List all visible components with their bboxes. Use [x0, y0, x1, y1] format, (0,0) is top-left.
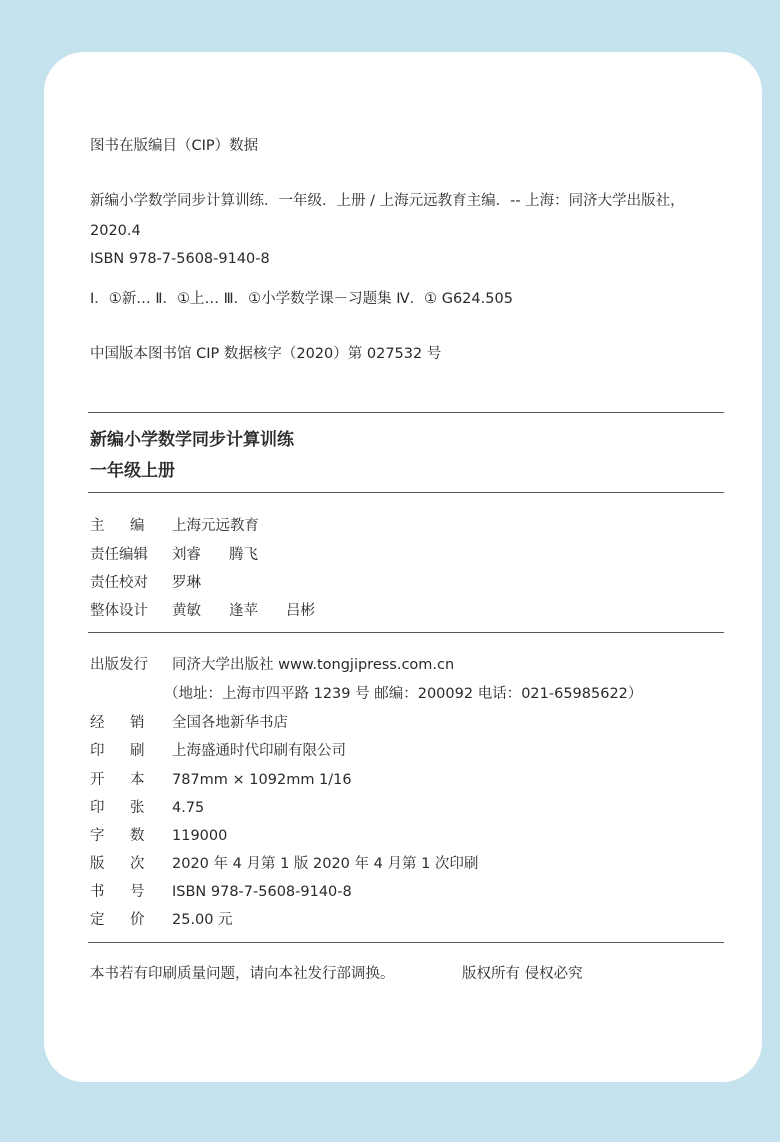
cip-line-1: 新编小学数学同步计算训练．一年级．上册 / 上海元远教育主编．-- 上海：同济大学出版社， — [90, 193, 685, 209]
detail-value: 上海盛通时代印刷有限公司 — [172, 743, 346, 759]
divider — [88, 632, 724, 633]
divider — [88, 942, 724, 943]
publisher-label: 出版发行 — [90, 657, 148, 673]
credit-label-editor: 主 编 — [90, 518, 145, 534]
credit-label: 责任编辑 — [90, 547, 148, 563]
divider — [88, 492, 724, 493]
footer-rights: 版权所有 侵权必究 — [462, 966, 583, 982]
credit-label: 责任校对 — [90, 575, 148, 591]
detail-value: 2020 年 4 月第 1 版 2020 年 4 月第 1 次印刷 — [172, 856, 479, 872]
cip-record: 中国版本图书馆 CIP 数据核字（2020）第 027532 号 — [90, 346, 442, 362]
book-subtitle: 一年级上册 — [90, 461, 175, 481]
detail-value: 119000 — [172, 828, 228, 844]
cip-line-2: 2020.4 — [90, 223, 141, 239]
detail-value: 787mm × 1092mm 1/16 — [172, 772, 352, 788]
detail-label: 印 刷 — [90, 743, 145, 759]
detail-label: 版 次 — [90, 856, 145, 872]
divider — [88, 412, 724, 413]
cip-isbn: ISBN 978-7-5608-9140-8 — [90, 251, 270, 267]
detail-value: 4.75 — [172, 800, 205, 816]
publisher-value: 同济大学出版社 www.tongjipress.com.cn — [172, 657, 455, 673]
credit-label: 整体设计 — [90, 603, 148, 619]
detail-label: 书 号 — [90, 884, 145, 900]
cip-heading: 图书在版编目（CIP）数据 — [90, 138, 259, 154]
detail-label: 开 本 — [90, 772, 145, 788]
detail-label: 定 价 — [90, 912, 145, 928]
book-title: 新编小学数学同步计算训练 — [90, 430, 294, 450]
credit-value: 罗琳 — [172, 575, 201, 591]
credit-value: 刘睿 腾飞 — [172, 547, 258, 563]
credit-value-editor: 上海元远教育 — [172, 518, 259, 534]
detail-value: ISBN 978-7-5608-9140-8 — [172, 884, 352, 900]
detail-value: 全国各地新华书店 — [172, 715, 288, 731]
detail-label: 经 销 — [90, 715, 145, 731]
detail-value: 25.00 元 — [172, 912, 233, 928]
detail-label: 印 张 — [90, 800, 145, 816]
publisher-address: （地址：上海市四平路 1239 号 邮编：200092 电话：021-65985622） — [164, 686, 643, 702]
cip-classification: Ⅰ．①新… Ⅱ．①上… Ⅲ．①小学数学课－习题集 Ⅳ．① G624.505 — [90, 291, 513, 307]
credit-value: 黄敏 逢苹 吕彬 — [172, 603, 315, 619]
detail-label: 字 数 — [90, 828, 145, 844]
footer-notice: 本书若有印刷质量问题，请向本社发行部调换。 — [90, 966, 395, 982]
